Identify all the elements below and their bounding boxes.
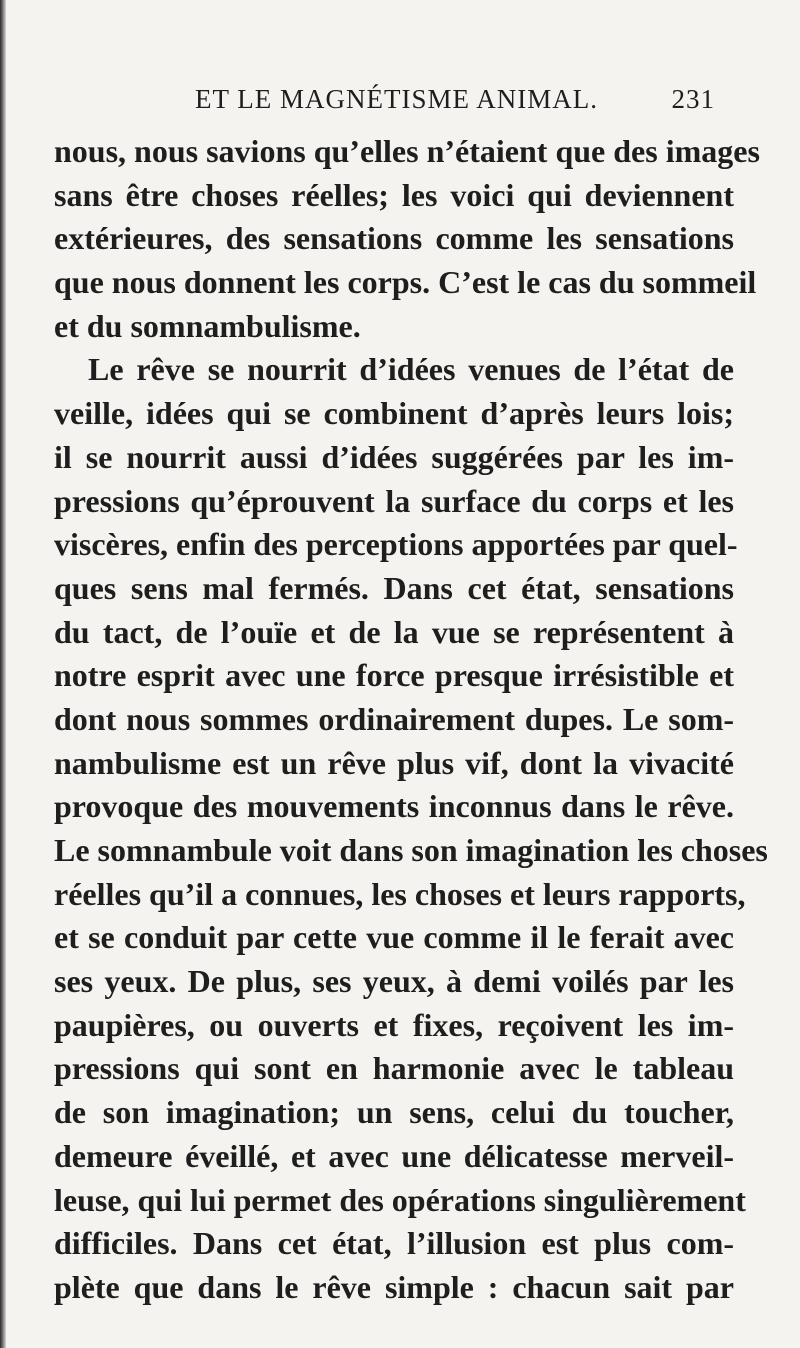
text-line: difficiles. Dans cet état, l’illusion est plus com- — [54, 1225, 734, 1262]
header-title: ET LE MAGNÉTISME ANIMAL. — [195, 84, 598, 114]
text-line: paupières, ou ouverts et fixes, reçoivent les im- — [54, 1006, 734, 1043]
body-text — [54, 130, 768, 1310]
text-line: pressions qui sont en harmonie avec le tableau — [54, 1050, 734, 1087]
running-header — [195, 84, 715, 120]
text-line: et se conduit par cette vue comme il le ferait avec — [54, 919, 734, 956]
text-line: du tact, de l’ouïe et de la vue se représentent à — [54, 613, 734, 650]
text-line: notre esprit avec une force presque irrésistible et — [54, 657, 734, 694]
text-line: dont nous sommes ordinairement dupes. Le som- — [54, 700, 734, 737]
text-line: Le rêve se nourrit d’idées venues de l’état de — [88, 351, 734, 388]
text-line: réelles qu’il a connues, les choses et leurs rapports, — [54, 875, 746, 912]
text-line: plète que dans le rêve simple : chacun sait par — [54, 1268, 734, 1305]
text-line: extérieures, des sensations comme les sensations — [54, 220, 734, 257]
text-line: ses yeux. De plus, ses yeux, à demi voilés par les — [54, 963, 734, 1000]
text-line: ques sens mal fermés. Dans cet état, sensations — [54, 569, 734, 606]
text-line: Le somnambule voit dans son imagination les choses — [54, 832, 768, 868]
text-line: viscères, enfin des perceptions apportées par quel- — [54, 526, 738, 563]
page-edge-shadow — [0, 0, 6, 1348]
text-line: demeure éveillé, et avec une délicatesse merveil- — [54, 1137, 734, 1174]
page-number: 231 — [671, 84, 715, 114]
text-line: provoque des mouvements inconnus dans le rêve. — [54, 788, 734, 825]
text-line: nambulisme est un rêve plus vif, dont la vivacité — [54, 744, 734, 781]
text-line: il se nourrit aussi d’idées suggérées par les im- — [54, 438, 734, 475]
text-line: sans être choses réelles; les voici qui deviennent — [54, 176, 734, 213]
text-line: leuse, qui lui permet des opérations singulièrement — [54, 1181, 746, 1218]
text-line: de son imagination; un sens, celui du toucher, — [54, 1094, 734, 1131]
text-line: pressions qu’éprouvent la surface du corps et les — [54, 482, 734, 519]
text-line: veille, idées qui se combinent d’après leurs lois; — [54, 395, 734, 432]
text-line: et du somnambulisme. — [54, 307, 361, 344]
text-line: nous, nous savions qu’elles n’étaient que des images — [54, 133, 760, 169]
text-line: que nous donnent les corps. C’est le cas du sommeil — [54, 264, 757, 301]
